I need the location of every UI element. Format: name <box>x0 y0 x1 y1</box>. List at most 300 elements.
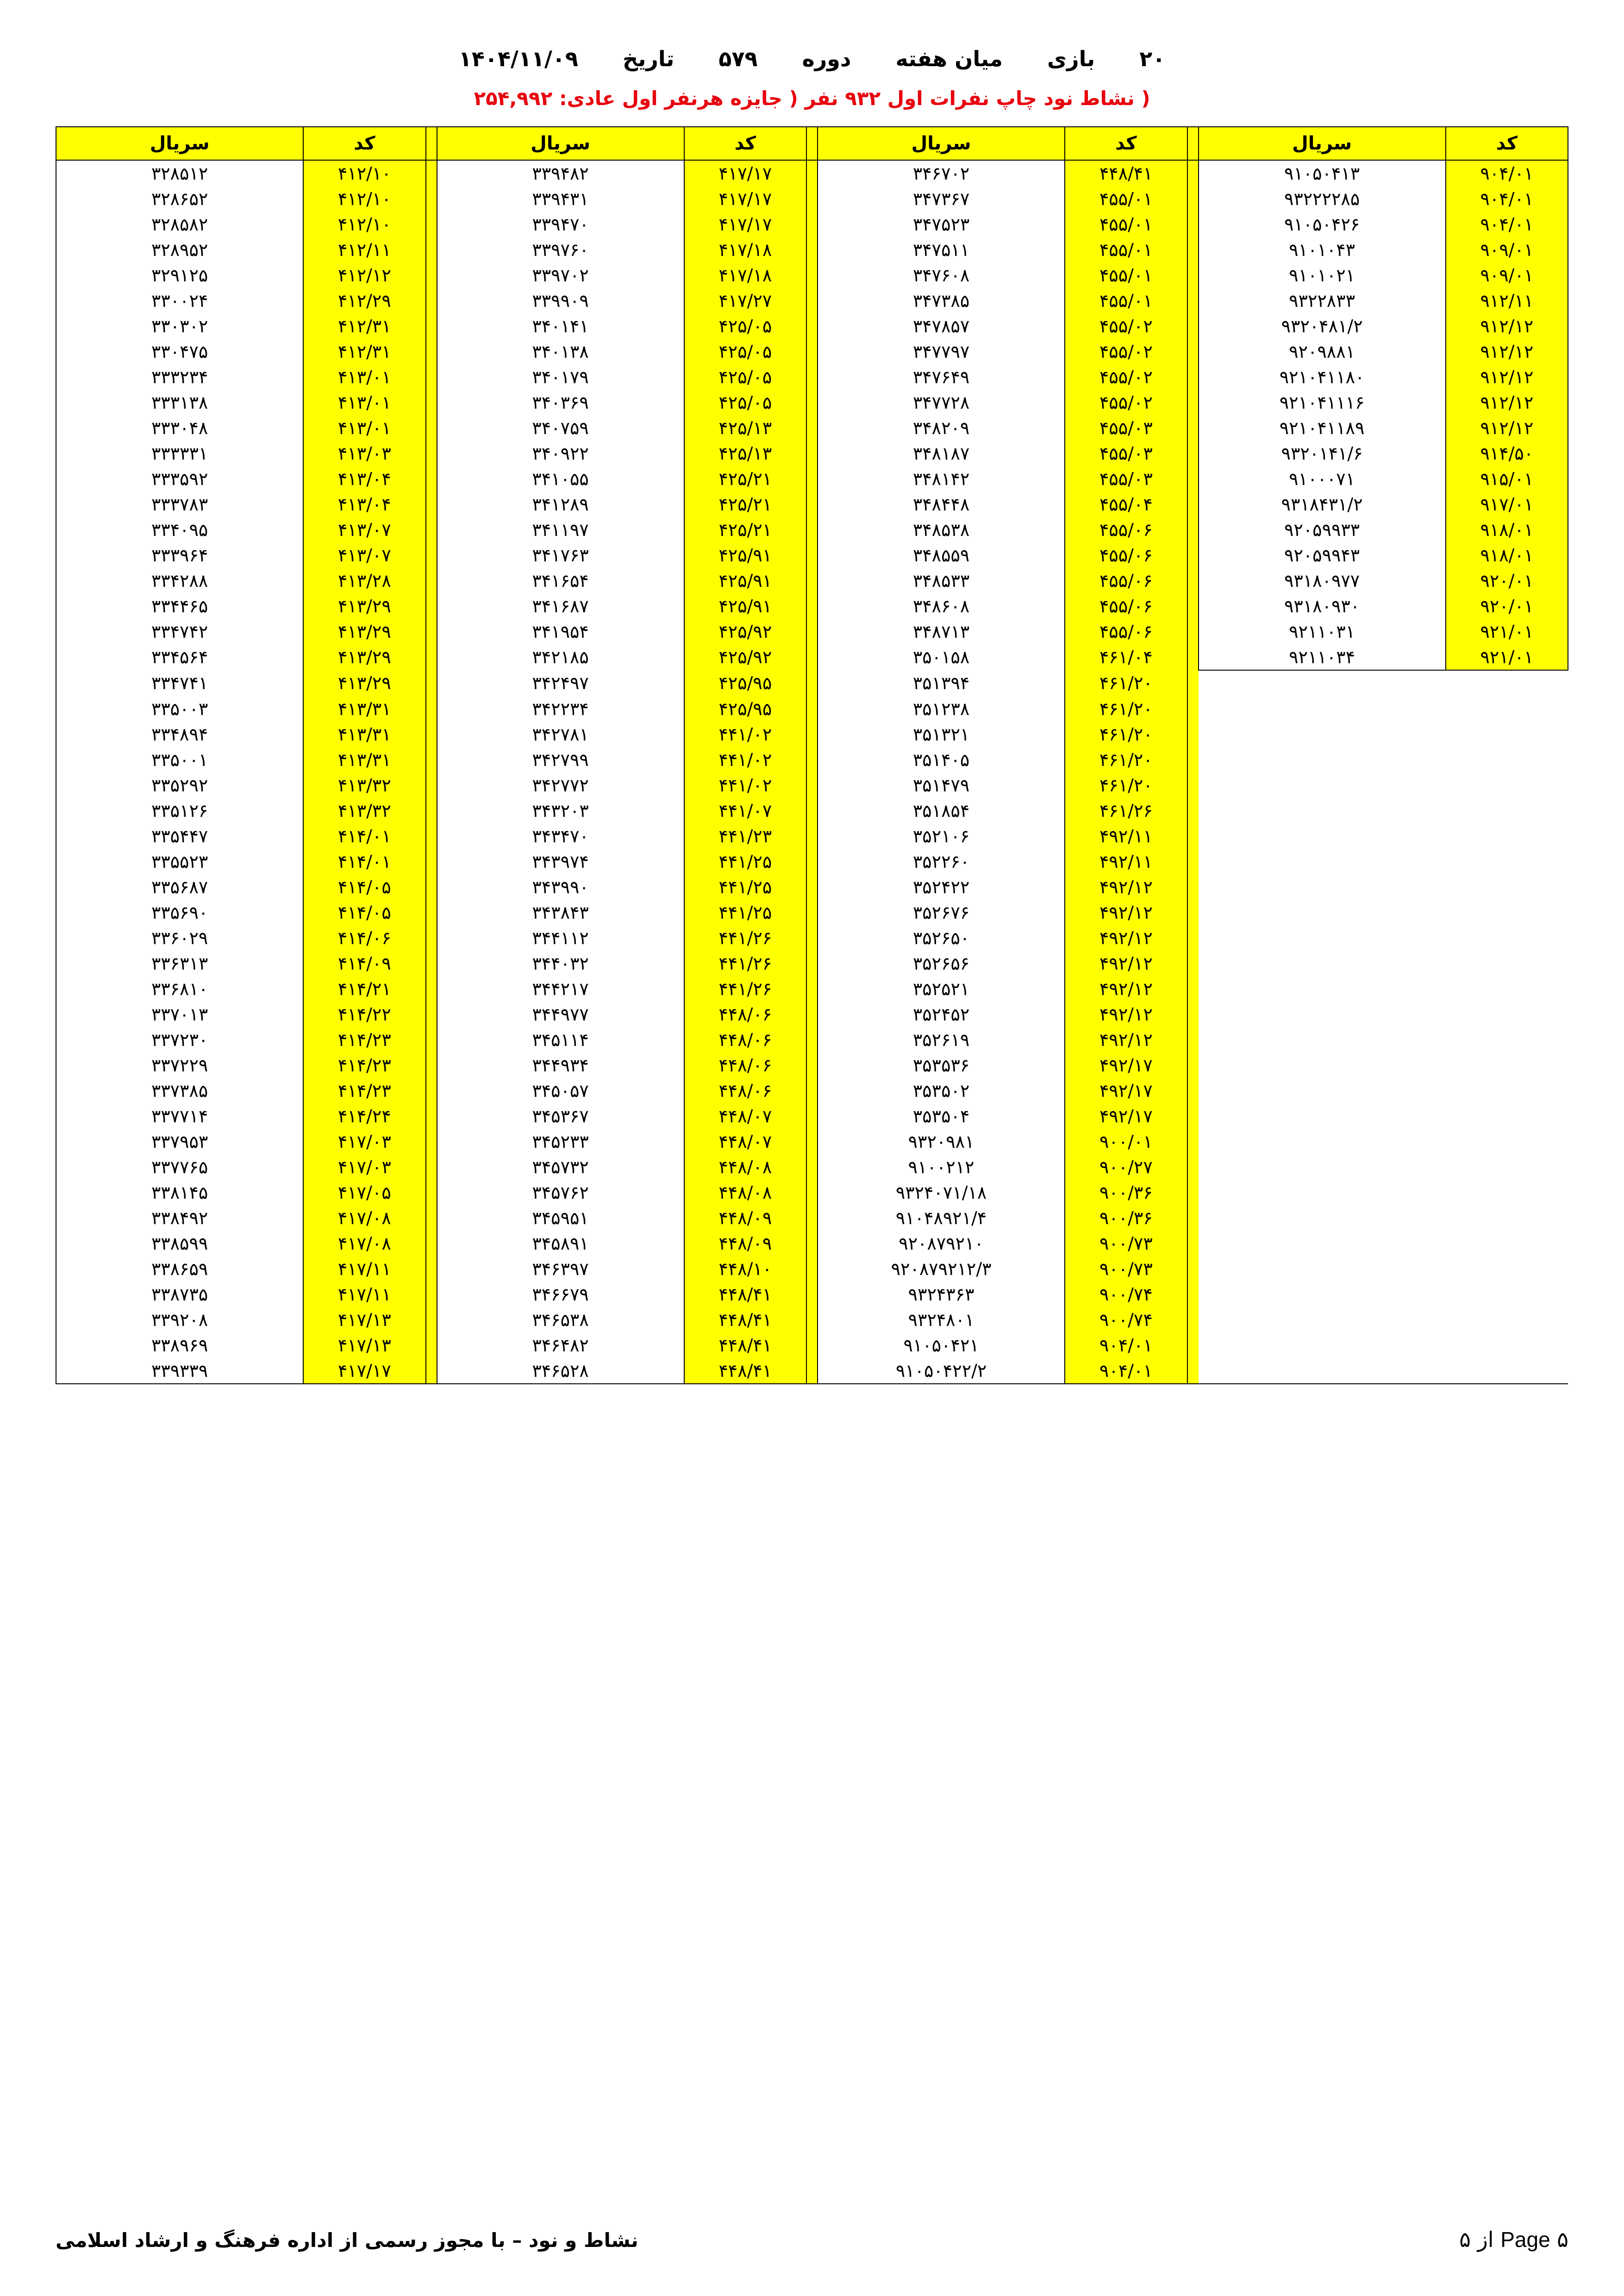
cell-code: ۴۴۱/۲۶ <box>684 951 806 976</box>
cell-spacer <box>806 1154 818 1180</box>
cell-spacer <box>426 951 437 976</box>
cell-spacer <box>426 313 437 339</box>
cell-code: ۴۲۵/۰۵ <box>684 339 806 364</box>
cell-code: ۹۱۲/۱۲ <box>1446 390 1568 415</box>
cell-serial: ۳۳۳۳۳۱ <box>56 441 303 466</box>
cell-spacer <box>426 1307 437 1332</box>
cell-spacer <box>426 593 437 619</box>
cell-empty <box>1199 849 1446 874</box>
cell-serial: ۳۳۷۹۵۳ <box>56 1129 303 1154</box>
cell-serial: ۹۲۱۱۰۳۱ <box>1199 619 1446 644</box>
cell-code: ۴۱۴/۰۵ <box>303 900 425 925</box>
cell-code: ۹۱۲/۱۲ <box>1446 339 1568 364</box>
cell-code: ۴۹۲/۱۷ <box>1065 1103 1187 1129</box>
cell-empty <box>1446 1231 1568 1256</box>
cell-serial: ۳۴۱۶۸۷ <box>437 593 684 619</box>
cell-serial: ۳۴۱۷۶۳ <box>437 542 684 568</box>
cell-spacer <box>426 1205 437 1231</box>
cell-serial: ۳۳۸۵۹۹ <box>56 1231 303 1256</box>
cell-code: ۴۱۳/۲۹ <box>303 670 425 696</box>
cell-spacer <box>1187 364 1199 390</box>
cell-empty <box>1199 1282 1446 1307</box>
cell-serial: ۳۳۳۹۶۴ <box>56 542 303 568</box>
cell-serial: ۳۲۸۵۱۲ <box>56 160 303 186</box>
cell-spacer <box>426 1282 437 1307</box>
cell-code: ۴۴۸/۰۶ <box>684 1027 806 1052</box>
cell-code: ۴۶۱/۲۰ <box>1065 696 1187 722</box>
table-row <box>56 874 1568 900</box>
cell-serial: ۳۳۹۴۳۱ <box>437 186 684 212</box>
cell-code: ۴۱۳/۳۱ <box>303 747 425 772</box>
cell-code: ۹۱۷/۰۱ <box>1446 492 1568 517</box>
cell-empty <box>1446 900 1568 925</box>
cell-serial: ۳۵۰۱۵۸ <box>818 644 1065 670</box>
cell-empty <box>1446 1358 1568 1384</box>
cell-code: ۹۲۰/۰۱ <box>1446 568 1568 593</box>
cell-serial: ۳۴۷۷۹۷ <box>818 339 1065 364</box>
cell-code: ۴۵۵/۰۶ <box>1065 517 1187 542</box>
cell-serial: ۳۳۷۷۶۵ <box>56 1154 303 1180</box>
cell-spacer <box>426 262 437 288</box>
cell-code: ۴۱۳/۲۹ <box>303 619 425 644</box>
cell-empty <box>1199 900 1446 925</box>
cell-code: ۴۲۵/۰۵ <box>684 390 806 415</box>
cell-serial: ۳۳۵۶۸۷ <box>56 874 303 900</box>
cell-code: ۴۴۸/۰۶ <box>684 1052 806 1078</box>
cell-code: ۴۵۵/۰۴ <box>1065 492 1187 517</box>
cell-spacer <box>806 722 818 747</box>
cell-empty <box>1199 1002 1446 1027</box>
cell-spacer <box>426 186 437 212</box>
cell-serial: ۳۲۸۶۵۲ <box>56 186 303 212</box>
cell-code: ۴۱۷/۱۳ <box>303 1307 425 1332</box>
cell-spacer <box>806 925 818 951</box>
cell-serial: ۳۴۵۹۵۱ <box>437 1205 684 1231</box>
cell-empty <box>1199 951 1446 976</box>
winners-table-wrap <box>56 126 1568 1384</box>
cell-empty <box>1446 925 1568 951</box>
cell-code: ۴۱۳/۰۷ <box>303 517 425 542</box>
cell-empty <box>1199 1332 1446 1358</box>
cell-serial: ۳۴۸۱۸۷ <box>818 441 1065 466</box>
cell-serial: ۹۲۰۵۹۹۴۳ <box>1199 542 1446 568</box>
table-row <box>56 772 1568 798</box>
cell-spacer <box>426 722 437 747</box>
cell-spacer <box>806 1282 818 1307</box>
cell-serial: ۹۲۱۰۴۱۱۸۰ <box>1199 364 1446 390</box>
cell-empty <box>1446 696 1568 722</box>
cell-code: ۴۱۷/۱۱ <box>303 1282 425 1307</box>
table-row <box>56 644 1568 670</box>
cell-spacer <box>426 696 437 722</box>
cell-serial: ۹۳۱۸۰۹۷۷ <box>1199 568 1446 593</box>
cell-serial: ۳۳۰۴۷۵ <box>56 339 303 364</box>
cell-serial: ۳۴۴۱۱۲ <box>437 925 684 951</box>
cell-spacer <box>806 1307 818 1332</box>
cell-spacer <box>1187 1180 1199 1205</box>
cell-serial: ۳۵۳۵۰۲ <box>818 1078 1065 1103</box>
cell-code: ۴۵۵/۰۳ <box>1065 466 1187 492</box>
cell-code: ۴۲۵/۲۱ <box>684 517 806 542</box>
cell-code: ۴۴۸/۴۱ <box>684 1282 806 1307</box>
cell-code: ۴۱۷/۰۵ <box>303 1180 425 1205</box>
cell-code: ۹۲۰/۰۱ <box>1446 593 1568 619</box>
cell-serial: ۳۵۱۴۰۵ <box>818 747 1065 772</box>
cell-serial: ۳۴۰۱۴۱ <box>437 313 684 339</box>
table-row <box>56 466 1568 492</box>
cell-code: ۴۱۳/۰۱ <box>303 390 425 415</box>
cell-empty <box>1199 925 1446 951</box>
cell-serial: ۳۴۷۳۶۷ <box>818 186 1065 212</box>
cell-serial: ۳۳۶۸۱۰ <box>56 976 303 1002</box>
header-period-name: میان هفته <box>895 46 1003 71</box>
cell-serial: ۳۳۹۴۸۲ <box>437 160 684 186</box>
cell-empty <box>1199 798 1446 823</box>
cell-code: ۴۶۱/۲۰ <box>1065 747 1187 772</box>
table-row <box>56 900 1568 925</box>
cell-spacer <box>426 364 437 390</box>
cell-serial: ۳۴۷۵۱۱ <box>818 237 1065 262</box>
cell-serial: ۹۱۰۵۰۴۲۱ <box>818 1332 1065 1358</box>
cell-spacer <box>426 466 437 492</box>
cell-code: ۹۲۱/۰۱ <box>1446 619 1568 644</box>
cell-code: ۴۱۳/۰۱ <box>303 415 425 441</box>
cell-serial: ۳۴۸۱۴۲ <box>818 466 1065 492</box>
col-header-code-2: کد <box>1065 127 1187 160</box>
cell-serial: ۳۴۵۰۵۷ <box>437 1078 684 1103</box>
cell-serial: ۳۳۵۰۰۱ <box>56 747 303 772</box>
cell-spacer <box>806 1180 818 1205</box>
cell-spacer <box>1187 1078 1199 1103</box>
cell-code: ۴۱۴/۲۲ <box>303 1002 425 1027</box>
table-row <box>56 1052 1568 1078</box>
cell-serial: ۳۳۴۵۶۴ <box>56 644 303 670</box>
cell-serial: ۳۴۲۲۳۴ <box>437 696 684 722</box>
cell-code: ۹۱۲/۱۲ <box>1446 313 1568 339</box>
cell-spacer <box>1187 1231 1199 1256</box>
cell-code: ۴۲۵/۹۲ <box>684 644 806 670</box>
cell-code: ۴۱۴/۰۵ <box>303 874 425 900</box>
cell-serial: ۹۱۰۵۰۴۱۳ <box>1199 160 1446 186</box>
col-header-serial-3: سریال <box>437 127 684 160</box>
col-header-serial-2: سریال <box>818 127 1065 160</box>
cell-serial: ۳۳۷۳۸۵ <box>56 1078 303 1103</box>
table-row <box>56 568 1568 593</box>
cell-spacer <box>806 951 818 976</box>
table-row <box>56 1002 1568 1027</box>
cell-spacer <box>426 925 437 951</box>
cell-spacer <box>1187 212 1199 237</box>
cell-spacer <box>1187 798 1199 823</box>
cell-serial: ۳۳۳۵۹۲ <box>56 466 303 492</box>
cell-code: ۹۰۰/۷۴ <box>1065 1282 1187 1307</box>
cell-serial: ۳۲۹۱۲۵ <box>56 262 303 288</box>
cell-empty <box>1199 670 1446 696</box>
cell-code: ۴۹۲/۱۲ <box>1065 951 1187 976</box>
cell-code: ۴۲۵/۹۵ <box>684 670 806 696</box>
cell-spacer <box>806 1027 818 1052</box>
cell-code: ۴۲۵/۱۳ <box>684 415 806 441</box>
cell-spacer <box>426 212 437 237</box>
table-row <box>56 823 1568 849</box>
cell-serial: ۹۱۰۱۰۴۳ <box>1199 237 1446 262</box>
cell-empty <box>1446 1002 1568 1027</box>
cell-code: ۴۱۲/۳۱ <box>303 339 425 364</box>
cell-spacer <box>1187 1129 1199 1154</box>
cell-spacer <box>1187 1002 1199 1027</box>
cell-spacer <box>1187 313 1199 339</box>
cell-spacer <box>1187 517 1199 542</box>
cell-code: ۴۴۸/۰۷ <box>684 1129 806 1154</box>
cell-spacer <box>426 619 437 644</box>
cell-serial: ۳۵۱۸۵۴ <box>818 798 1065 823</box>
cell-spacer <box>806 517 818 542</box>
table-row <box>56 1180 1568 1205</box>
cell-serial: ۳۳۵۶۹۰ <box>56 900 303 925</box>
cell-spacer <box>1187 390 1199 415</box>
cell-serial: ۳۵۲۶۵۰ <box>818 925 1065 951</box>
cell-code: ۹۰۴/۰۱ <box>1446 186 1568 212</box>
cell-serial: ۳۵۲۶۷۶ <box>818 900 1065 925</box>
cell-code: ۹۰۰/۳۶ <box>1065 1180 1187 1205</box>
cell-serial: ۳۴۷۵۲۳ <box>818 212 1065 237</box>
cell-code: ۴۱۳/۰۳ <box>303 441 425 466</box>
table-row <box>56 390 1568 415</box>
cell-empty <box>1199 1307 1446 1332</box>
table-row <box>56 517 1568 542</box>
cell-code: ۴۱۳/۰۷ <box>303 542 425 568</box>
cell-code: ۹۰۴/۰۱ <box>1065 1358 1187 1384</box>
cell-code: ۴۶۱/۲۰ <box>1065 670 1187 696</box>
cell-spacer <box>1187 644 1199 670</box>
cell-spacer <box>806 900 818 925</box>
cell-serial: ۳۴۷۷۲۸ <box>818 390 1065 415</box>
table-row <box>56 1078 1568 1103</box>
cell-spacer <box>426 747 437 772</box>
cell-code: ۴۹۲/۱۷ <box>1065 1052 1187 1078</box>
cell-code: ۴۵۵/۰۱ <box>1065 237 1187 262</box>
cell-serial: ۹۱۰۱۰۲۱ <box>1199 262 1446 288</box>
cell-serial: ۳۵۱۴۷۹ <box>818 772 1065 798</box>
cell-serial: ۳۴۴۲۱۷ <box>437 976 684 1002</box>
cell-code: ۹۱۲/۱۲ <box>1446 415 1568 441</box>
cell-code: ۴۱۲/۱۰ <box>303 160 425 186</box>
cell-spacer <box>806 262 818 288</box>
cell-spacer <box>426 900 437 925</box>
cell-spacer <box>1187 925 1199 951</box>
cell-empty <box>1446 951 1568 976</box>
cell-spacer <box>806 670 818 696</box>
cell-code: ۴۱۷/۰۸ <box>303 1205 425 1231</box>
cell-code: ۴۲۵/۹۲ <box>684 619 806 644</box>
cell-code: ۴۵۵/۰۳ <box>1065 441 1187 466</box>
cell-code: ۴۱۲/۱۱ <box>303 237 425 262</box>
table-row <box>56 1027 1568 1052</box>
cell-serial: ۳۳۴۲۸۸ <box>56 568 303 593</box>
cell-spacer <box>1187 466 1199 492</box>
cell-spacer <box>806 1332 818 1358</box>
cell-serial: ۳۴۱۱۹۷ <box>437 517 684 542</box>
cell-code: ۴۱۳/۳۲ <box>303 772 425 798</box>
cell-spacer <box>426 237 437 262</box>
cell-serial: ۹۳۲۴۰۷۱/۱۸ <box>818 1180 1065 1205</box>
cell-serial: ۳۴۶۵۲۸ <box>437 1358 684 1384</box>
cell-serial: ۳۴۱۹۵۴ <box>437 619 684 644</box>
cell-code: ۴۹۲/۱۷ <box>1065 1078 1187 1103</box>
footer-pager <box>1459 2227 1568 2252</box>
cell-serial: ۳۴۵۷۳۲ <box>437 1154 684 1180</box>
cell-serial: ۳۵۱۳۹۴ <box>818 670 1065 696</box>
cell-code: ۴۱۷/۱۷ <box>303 1358 425 1384</box>
cell-spacer <box>1187 160 1199 186</box>
cell-empty <box>1446 772 1568 798</box>
cell-serial: ۹۲۰۹۸۸۱ <box>1199 339 1446 364</box>
header-date-value: ۱۴۰۴/۱۱/۰۹ <box>458 46 578 71</box>
cell-spacer <box>806 976 818 1002</box>
cell-serial: ۳۵۲۲۶۰ <box>818 849 1065 874</box>
cell-code: ۴۴۱/۲۶ <box>684 925 806 951</box>
cell-code: ۴۱۴/۰۱ <box>303 823 425 849</box>
cell-spacer <box>1187 874 1199 900</box>
document-footer <box>56 2227 1568 2252</box>
cell-serial: ۳۴۰۱۳۸ <box>437 339 684 364</box>
table-row <box>56 1358 1568 1384</box>
cell-spacer <box>806 441 818 466</box>
cell-code: ۴۱۴/۲۳ <box>303 1052 425 1078</box>
cell-serial: ۳۳۸۱۴۵ <box>56 1180 303 1205</box>
cell-empty <box>1446 1256 1568 1282</box>
cell-serial: ۳۴۷۶۴۹ <box>818 364 1065 390</box>
cell-spacer <box>1187 1154 1199 1180</box>
cell-spacer <box>1187 849 1199 874</box>
cell-empty <box>1199 1358 1446 1384</box>
cell-serial: ۳۴۰۷۵۹ <box>437 415 684 441</box>
cell-spacer <box>806 390 818 415</box>
cell-spacer <box>1187 262 1199 288</box>
cell-code: ۴۲۵/۰۵ <box>684 364 806 390</box>
cell-empty <box>1199 1154 1446 1180</box>
cell-spacer <box>426 1027 437 1052</box>
cell-spacer <box>426 644 437 670</box>
cell-serial: ۳۳۷۲۲۹ <box>56 1052 303 1078</box>
cell-spacer <box>806 619 818 644</box>
cell-code: ۴۴۸/۰۸ <box>684 1154 806 1180</box>
cell-serial: ۳۳۸۴۹۲ <box>56 1205 303 1231</box>
cell-spacer <box>426 772 437 798</box>
cell-code: ۴۱۴/۰۶ <box>303 925 425 951</box>
cell-code: ۹۰۴/۰۱ <box>1446 160 1568 186</box>
table-row <box>56 1129 1568 1154</box>
cell-spacer <box>1187 1307 1199 1332</box>
cell-code: ۹۰۰/۰۱ <box>1065 1129 1187 1154</box>
table-row <box>56 747 1568 772</box>
cell-empty <box>1199 874 1446 900</box>
cell-spacer <box>426 415 437 441</box>
cell-serial: ۳۳۸۹۶۹ <box>56 1332 303 1358</box>
cell-serial: ۳۵۳۵۰۴ <box>818 1103 1065 1129</box>
table-row <box>56 976 1568 1002</box>
cell-spacer <box>1187 722 1199 747</box>
cell-serial: ۳۴۴۹۳۴ <box>437 1052 684 1078</box>
cell-empty <box>1199 823 1446 849</box>
cell-code: ۴۹۲/۱۱ <box>1065 823 1187 849</box>
cell-spacer <box>806 466 818 492</box>
cell-empty <box>1446 798 1568 823</box>
header-game-label: بازی <box>1047 46 1095 71</box>
cell-spacer <box>426 441 437 466</box>
document-subtitle: ( نشاط نود چاپ نفرات اول ۹۳۲ نفر ( جایزه هرنفر اول عادی: ۲۵۴,۹۹۲ <box>474 87 1150 110</box>
cell-serial: ۳۵۳۵۳۶ <box>818 1052 1065 1078</box>
cell-spacer <box>806 1129 818 1154</box>
cell-spacer <box>1187 1103 1199 1129</box>
cell-empty <box>1199 1129 1446 1154</box>
cell-code: ۴۱۷/۱۷ <box>684 160 806 186</box>
cell-spacer <box>426 1358 437 1384</box>
cell-code: ۴۵۵/۰۱ <box>1065 186 1187 212</box>
cell-code: ۴۱۷/۱۷ <box>684 186 806 212</box>
cell-spacer <box>426 568 437 593</box>
table-row <box>56 925 1568 951</box>
cell-code: ۴۴۱/۲۵ <box>684 900 806 925</box>
cell-code: ۴۵۵/۰۲ <box>1065 390 1187 415</box>
cell-serial: ۳۳۷۲۳۰ <box>56 1027 303 1052</box>
cell-code: ۴۱۳/۰۱ <box>303 364 425 390</box>
cell-code: ۹۰۴/۰۱ <box>1446 212 1568 237</box>
cell-spacer <box>426 339 437 364</box>
cell-spacer <box>426 492 437 517</box>
cell-code: ۴۱۳/۲۹ <box>303 593 425 619</box>
cell-empty <box>1446 1154 1568 1180</box>
col-header-serial-4: سریال <box>56 127 303 160</box>
cell-spacer <box>426 542 437 568</box>
cell-spacer <box>806 1078 818 1103</box>
cell-code: ۴۴۸/۰۹ <box>684 1231 806 1256</box>
cell-spacer <box>1187 1205 1199 1231</box>
cell-code: ۴۱۷/۱۱ <box>303 1256 425 1282</box>
cell-spacer <box>426 976 437 1002</box>
cell-empty <box>1446 1205 1568 1231</box>
cell-code: ۴۹۲/۱۱ <box>1065 849 1187 874</box>
cell-serial: ۳۳۴۷۴۲ <box>56 619 303 644</box>
cell-spacer <box>806 1052 818 1078</box>
cell-serial: ۳۵۲۴۵۲ <box>818 1002 1065 1027</box>
cell-serial: ۹۳۲۴۸۰۱ <box>818 1307 1065 1332</box>
cell-serial: ۳۴۵۱۱۴ <box>437 1027 684 1052</box>
cell-empty <box>1446 1103 1568 1129</box>
cell-spacer <box>1187 1027 1199 1052</box>
cell-code: ۴۴۸/۰۷ <box>684 1103 806 1129</box>
cell-spacer <box>1187 1332 1199 1358</box>
table-row <box>56 364 1568 390</box>
cell-spacer <box>1187 593 1199 619</box>
cell-empty <box>1446 849 1568 874</box>
page-label: Page <box>1500 2228 1550 2252</box>
cell-spacer <box>1187 976 1199 1002</box>
cell-empty <box>1446 1180 1568 1205</box>
cell-code: ۴۶۱/۲۰ <box>1065 722 1187 747</box>
cell-empty <box>1446 1129 1568 1154</box>
cell-serial: ۳۴۸۵۳۸ <box>818 517 1065 542</box>
cell-serial: ۳۳۸۶۵۹ <box>56 1256 303 1282</box>
cell-serial: ۳۴۷۳۸۵ <box>818 288 1065 313</box>
cell-spacer <box>426 670 437 696</box>
cell-serial: ۹۳۱۸۰۹۳۰ <box>1199 593 1446 619</box>
cell-code: ۴۲۵/۲۱ <box>684 492 806 517</box>
cell-spacer <box>806 160 818 186</box>
cell-code: ۴۲۵/۰۵ <box>684 313 806 339</box>
cell-code: ۴۱۴/۲۱ <box>303 976 425 1002</box>
page-total: ۵ <box>1459 2227 1471 2252</box>
